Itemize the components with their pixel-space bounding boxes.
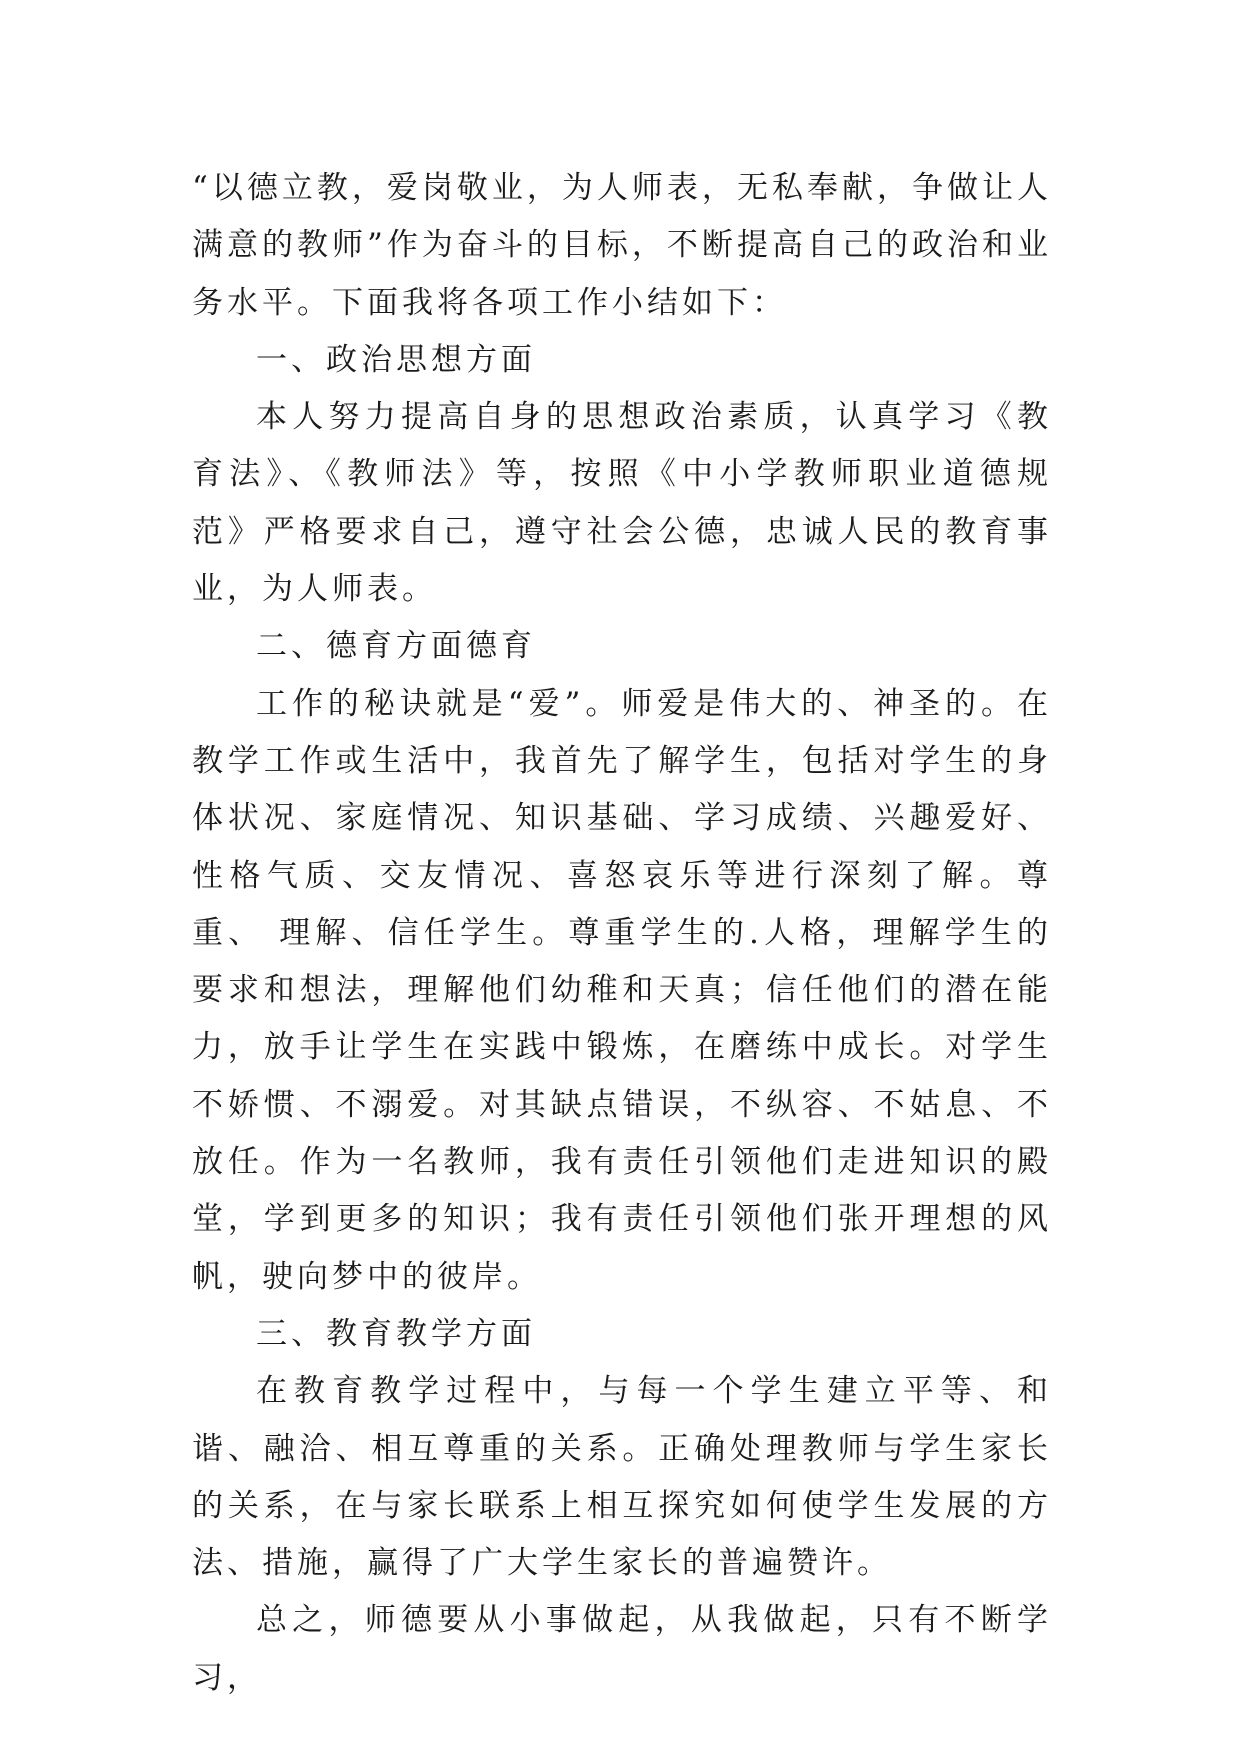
section-heading-teaching: 三、教育教学方面	[256, 1315, 536, 1352]
section-heading-moral: 二、德育方面德育	[256, 628, 536, 665]
paragraph-political: 本人努力提高自身的思想政治素质，认真学习《教育法》、《教师法》等，按照《中小学教师职业道德规范》严格要求自己，遵守社会公德，忠诚人民的教育事业，为人师表。	[192, 399, 1052, 608]
paragraph-teaching: 在教育教学过程中，与每一个学生建立平等、和谐、融洽、相互尊重的关系。正确处理教师与学生家长的关系，在与家长联系上相互探究如何使学生发展的方法、措施，赢得了广大学生家长的普遍赞许。	[192, 1373, 1052, 1582]
document-body	[192, 160, 1052, 1707]
paragraph-moral: 工作的秘诀就是“爱”。师爱是伟大的、神圣的。在教学工作或生活中，我首先了解学生，包括对学生的身体状况、家庭情况、知识基础、学习成绩、兴趣爱好、性格气质、交友情况、喜怒哀乐等进行深刻了解。尊重、 理解、信任学生。尊重学生的.人格，理解学生的要求和想法，理解他们幼稚和天真；信任他们的潜在能力，放手让学生在实践中锻炼，在磨练中成长。对学生不娇惯、不溺爱。对其缺点错误，不纵容、不姑息、不放任。作为一名教师，我有责任引领他们走进知识的殿堂，学到更多的知识；我有责任引领他们张开理想的风帆，驶向梦中的彼岸。	[192, 685, 1052, 1295]
paragraph-conclusion: 总之，师德要从小事做起，从我做起，只有不断学习，	[192, 1602, 1052, 1696]
section-heading-political: 一、政治思想方面	[256, 341, 536, 378]
paragraph-intro: “以德立教，爱岗敬业，为人师表，无私奉献，争做让人满意的教师”作为奋斗的目标，不断提高自己的政治和业务水平。下面我将各项工作小结如下：	[192, 170, 1052, 321]
